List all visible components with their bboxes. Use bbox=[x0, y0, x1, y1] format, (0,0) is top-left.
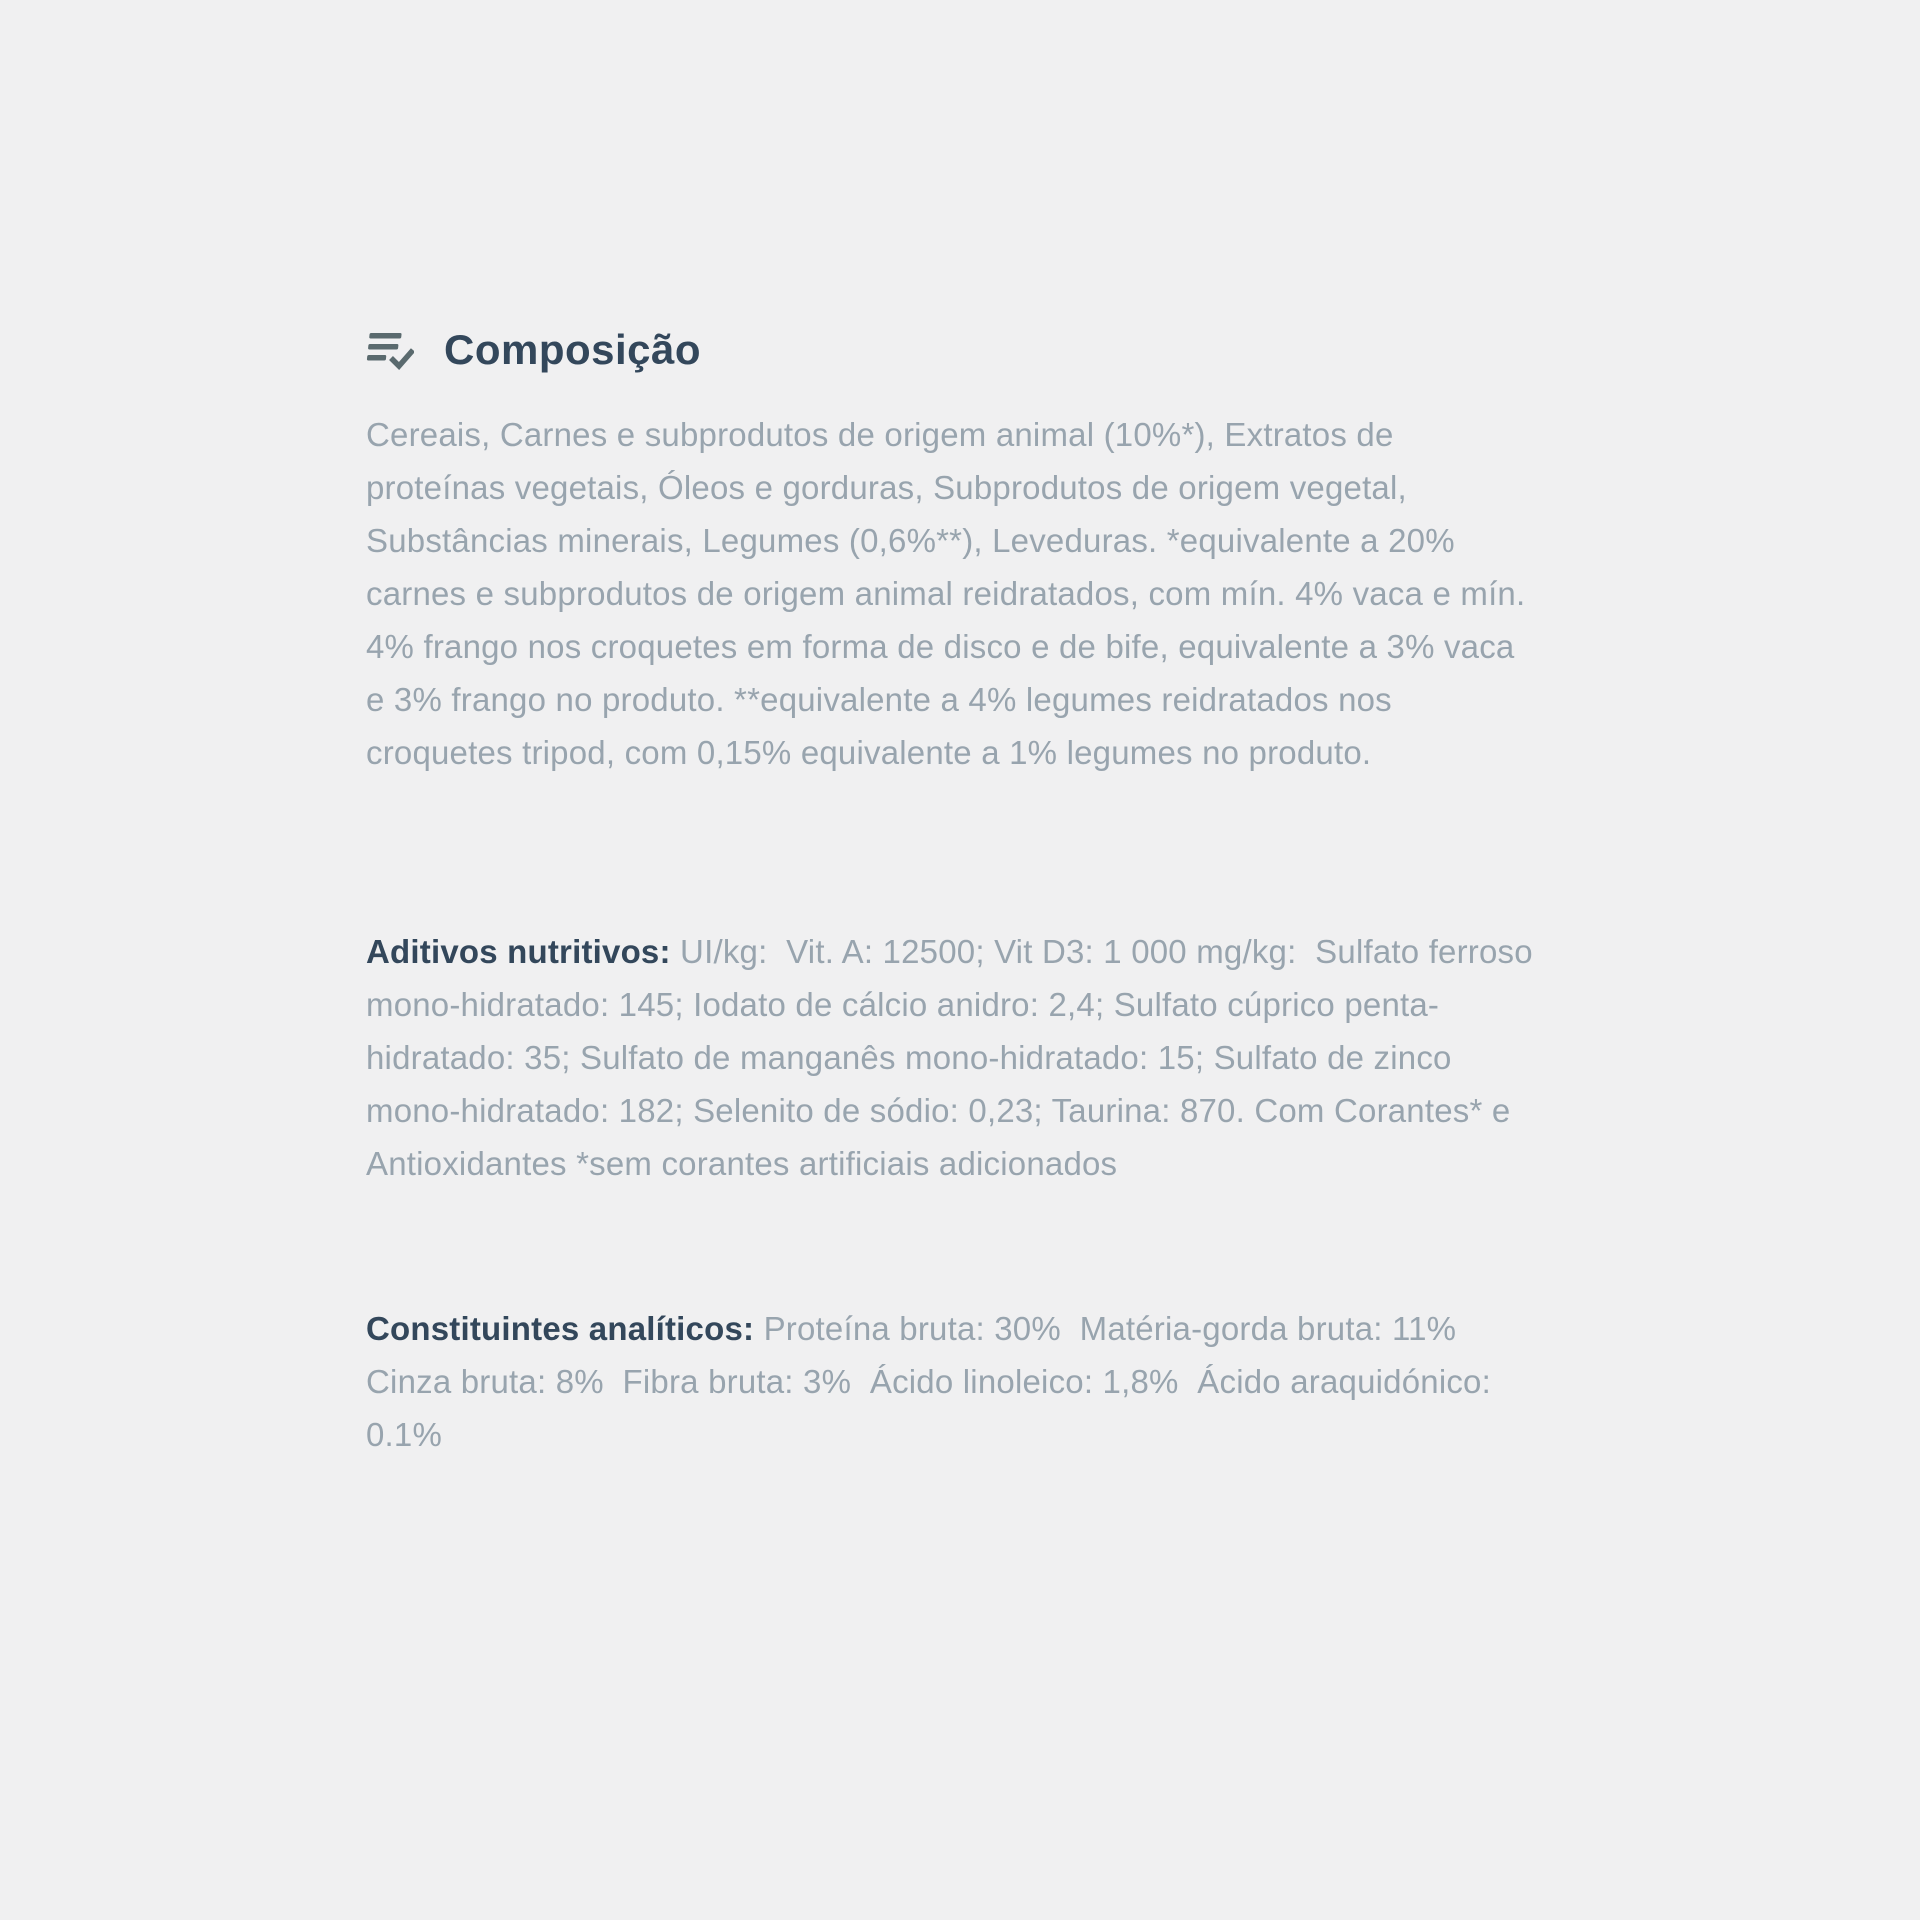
analytical-text: Proteína bruta: 30% Matéria-gorda bruta: 11% Cinza bruta: 8% Fibra bruta: 3% Ácido linoleico: 1,8% Ácido araquidónico: 0.1% bbox=[366, 1310, 1501, 1453]
checklist-icon bbox=[366, 330, 414, 370]
section-title-row bbox=[366, 322, 1536, 378]
analytical-paragraph bbox=[366, 1302, 1536, 1461]
additives-label: Aditivos nutritivos: bbox=[366, 933, 671, 970]
section-title: Composição bbox=[444, 326, 702, 373]
additives-paragraph bbox=[366, 925, 1543, 1190]
composition-section bbox=[366, 322, 1543, 1461]
ingredients-paragraph: Cereais, Carnes e subprodutos de origem animal (10%*), Extratos de proteínas vegetais, Óleos e gorduras, Subprodutos de origem vegetal, Substâncias minerais, Legumes (0,6%**), Leveduras. *equivalente a 20% carnes e subprodutos de origem animal reidratados, com mín. 4% vaca e mín. 4% frango nos croquetes em forma de disco e de bife, equivalente a 3% vaca e 3% frango no produto. **equivalente a 4% legumes reidratados nos croquetes tripod, com 0,15% equivalente a 1% legumes no produto. bbox=[366, 416, 1535, 771]
analytical-label: Constituintes analíticos: bbox=[366, 1310, 755, 1347]
additives-text: UI/kg: Vit. A: 12500; Vit D3: 1 000 mg/kg: Sulfato ferroso mono-hidratado: 145; Iodato de cálcio anidro: 2,4; Sulfato cúprico penta-hidratado: 35; Sulfato de manganês mono-hidratado: 15; Sulfato de zinco mono-hidratado: 182; Selenito de sódio: 0,23; Taurina: 870. Com Corantes* e Antioxidantes *sem corantes artificiais adicionados bbox=[366, 933, 1543, 1182]
